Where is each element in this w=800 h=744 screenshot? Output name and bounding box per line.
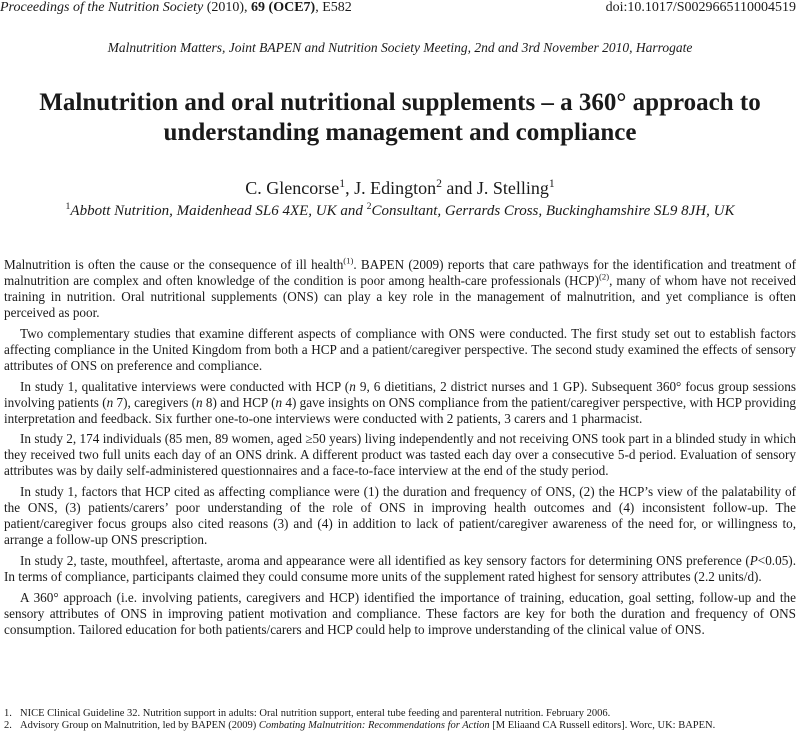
author-sup-1: 1 <box>339 177 346 190</box>
reference-1 <box>4 708 796 720</box>
reference-1-text: NICE Clinical Guideline 32. Nutrition support in adults: Oral nutrition support, enteral tube feeding and parenteral nutrition. February 2006. <box>20 708 611 719</box>
author-edington: , J. Edington <box>345 178 437 198</box>
reference-1-number: 1. <box>4 708 12 719</box>
p3-text-c: 7), caregivers ( <box>113 394 197 410</box>
p6-text-a: In study 2, taste, mouthfeel, aftertaste, aroma and appearance were all identified as key sensory factors for determining ONS preference ( <box>20 552 750 568</box>
author-glencorse: C. Glencorse <box>245 178 340 198</box>
author-list <box>0 178 800 198</box>
p3-text-e: 4) gave insights on ONS compliance from the patient/caregiver perspective, with HCP providing interpretation and feedback. Six further one-to-one interviews were conducted with 2 patients, 3 carers and 1 pharmacist. <box>4 394 797 426</box>
affil-text-2: Consultant, Gerrards Cross, Buckinghamshire SL9 8JH, UK <box>371 203 735 219</box>
title-line-2: understanding management and compliance <box>163 119 637 146</box>
reference-2-text-b: [M Eliaand CA Russell editors]. Worc, UK: BAPEN. <box>489 720 716 731</box>
affil-sup-2: 2 <box>366 201 372 212</box>
p6-text-b: <0.05). In terms of compliance, participants claimed they could consume more units of the supplement rated highest for sensory attributes (2.2 units/d). <box>4 552 796 584</box>
journal-volume: 69 (OCE7) <box>251 0 316 15</box>
affil-text-1: Abbott Nutrition, Maidenhead SL6 4XE, UK and <box>70 203 367 219</box>
author-sup-3: 1 <box>548 177 555 190</box>
p3-n-2: n <box>106 394 114 410</box>
affil-sup-1: 1 <box>65 201 71 212</box>
p3-n-3: n <box>196 394 203 410</box>
p1-text-b: . BAPEN (2009) reports that care pathways for the identification and treatment of malnutrition are complex and often knowledge of the condition is poor among health-care professionals (HCP) <box>4 257 796 288</box>
reference-2-number: 2. <box>4 720 12 731</box>
title-line-1: Malnutrition and oral nutritional supplements – a 360° approach to <box>39 89 761 116</box>
reference-list <box>4 708 796 732</box>
citation-2[interactable]: (2) <box>599 271 610 282</box>
paragraph-4: In study 2, 174 individuals (85 men, 89 women, aged ≥50 years) living independently and not receiving ONS took part in a blinded study in which they received two full units each day of an ONS drink. A different product was tasted each day over a consecutive 5-d period. Evaluation of sensory attributes was by daily self-administered questionnaires and a face-to-face interview at the end of the study period. <box>4 431 796 479</box>
journal-year: (2010), <box>203 0 252 15</box>
paragraph-6 <box>4 553 796 585</box>
paragraph-7: A 360° approach (i.e. involving patients, caregivers and HCP) identified the importance of training, education, goal setting, follow-up and the sensory attributes of ONS in improving patient motivation and compliance. These factors are key for both the duration and frequency of ONS consumption. Tailored education for both patients/carers and HCP could help to improve understanding of the clinical value of ONS. <box>4 589 796 637</box>
paragraph-5: In study 1, factors that HCP cited as affecting compliance were (1) the duration and frequency of ONS, (2) the HCP’s view of the palatability of the ONS, (3) patients/carers’ poor understanding of the role of ONS in improving health outcomes and (4) inconsistent follow-up. The patient/caregiver focus groups also cited reasons (3) and (4) in addition to lack of patient/caregiver awareness of the need for, or willingness to, arrange a follow-up ONS prescription. <box>4 484 796 548</box>
article-title <box>0 88 800 148</box>
citation-1[interactable]: (1) <box>343 255 354 266</box>
p3-n-4: n <box>275 394 283 410</box>
abstract-body <box>4 257 796 643</box>
p3-text-b: 9, 6 dietitians, 2 district nurses and 1 GP). Subsequent 360° focus group sessions involving patients ( <box>4 378 796 410</box>
p3-n-1: n <box>349 378 356 394</box>
meeting-line: Malnutrition Matters, Joint BAPEN and Nutrition Society Meeting, 2nd and 3rd November 2010, Harrogate <box>107 40 693 55</box>
reference-2 <box>4 720 796 732</box>
author-sup-2: 2 <box>436 177 442 190</box>
p1-text-a: Malnutrition is often the cause or the consequence of ill health <box>4 257 344 272</box>
affiliations <box>0 202 800 220</box>
journal-citation <box>0 0 352 16</box>
reference-2-text-a: Advisory Group on Malnutrition, led by BAPEN (2009) <box>20 720 259 731</box>
journal-page: , E582 <box>315 0 352 15</box>
p3-text-a: In study 1, qualitative interviews were conducted with HCP ( <box>20 378 350 394</box>
paragraph-1 <box>4 257 796 321</box>
doi[interactable]: doi:10.1017/S0029665110004519 <box>605 0 796 15</box>
reference-2-book-title: Combating Malnutrition: Recommendations for Action <box>258 720 490 731</box>
author-stelling: and J. Stelling <box>441 178 549 198</box>
paragraph-3 <box>4 379 796 427</box>
p6-p-value: P <box>749 552 758 568</box>
journal-name: Proceedings of the Nutrition Society <box>0 0 204 15</box>
running-header <box>0 0 800 18</box>
p3-text-d: 8) and HCP ( <box>202 394 276 410</box>
p1-text-c: , many of whom have not received training in nutrition. Oral nutritional supplements (ONS) can play a key role in the management of malnutrition, and yet compliance is often perceived as poor. <box>4 273 796 320</box>
paragraph-2: Two complementary studies that examine different aspects of compliance with ONS were conducted. The first study set out to establish factors affecting compliance in the United Kingdom from both a HCP and a patient/caregiver perspective. The second study examined the effects of sensory attributes of ONS on preference and compliance. <box>4 325 796 373</box>
